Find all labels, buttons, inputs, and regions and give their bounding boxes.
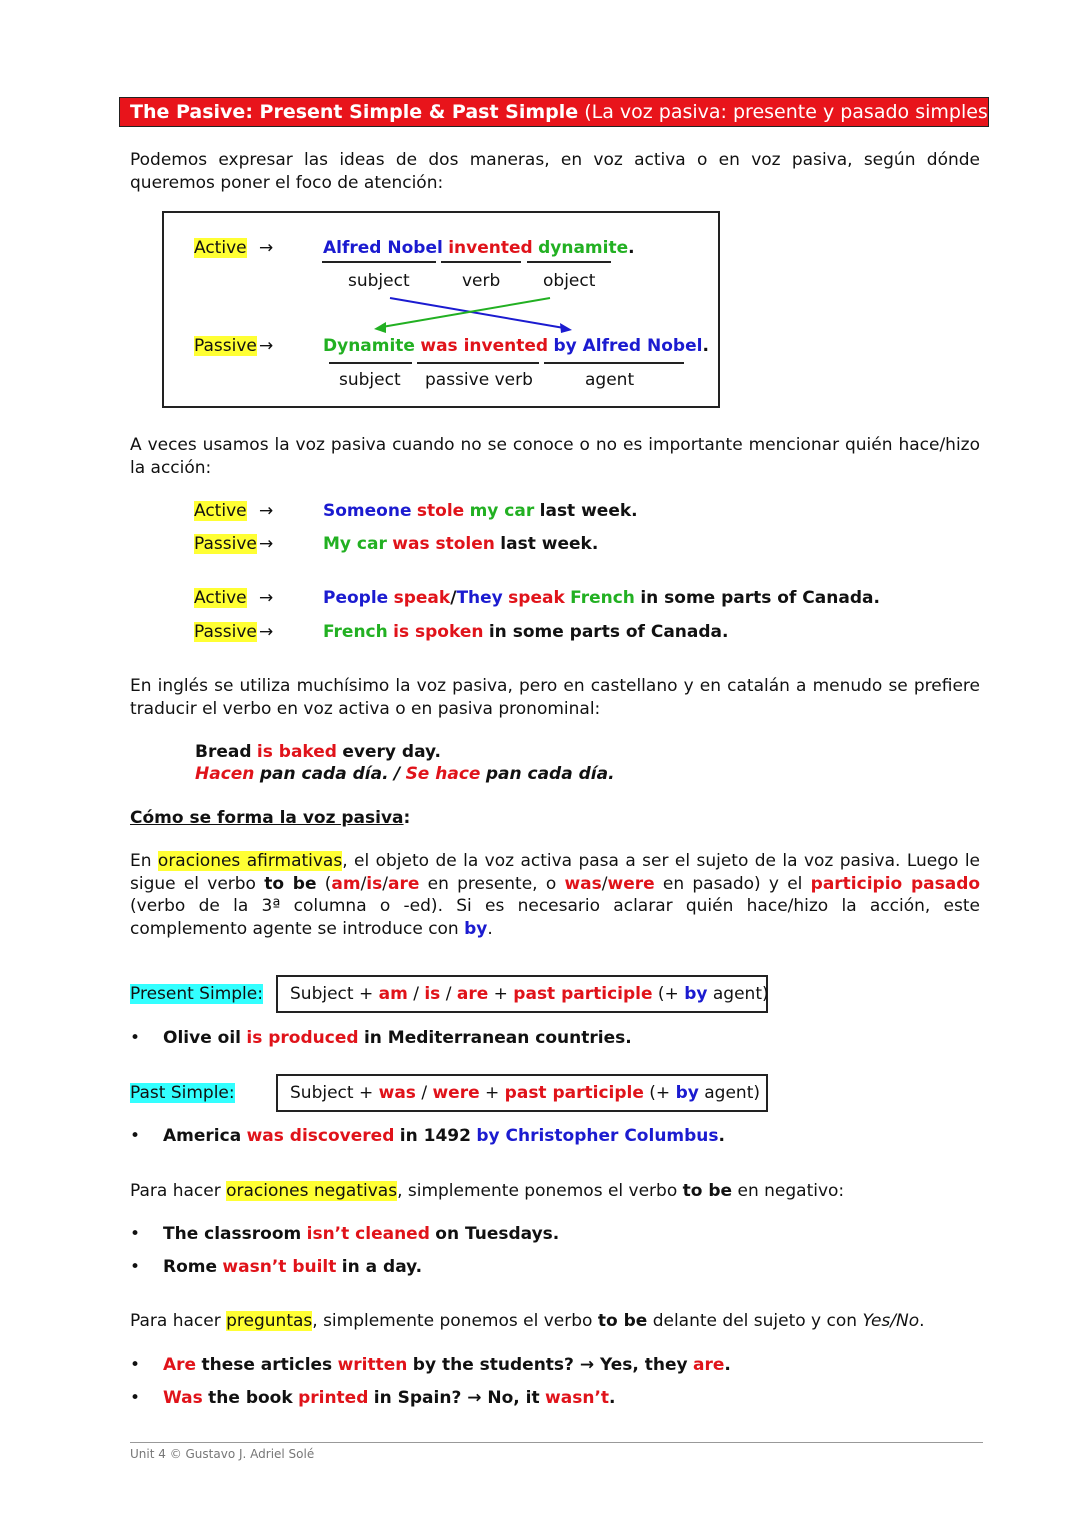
- bread-spanish: Hacen pan cada día. / Se hace pan cada día.: [195, 764, 615, 784]
- footer-divider: [130, 1442, 983, 1443]
- crossing-arrows-icon: [360, 290, 590, 340]
- ex1-passive-label: Passive: [194, 534, 257, 554]
- ex1-passive-sentence: My car was stolen last week.: [323, 534, 599, 554]
- bullet-icon: •: [130, 1126, 141, 1146]
- question-example-2: Was the book printed in Spain? → No, it wasn’t.: [163, 1388, 616, 1408]
- bullet-icon: •: [130, 1028, 141, 1048]
- underline-object: [527, 261, 611, 263]
- role-subject: subject: [348, 271, 410, 291]
- paragraph-translation: En inglés se utiliza muchísimo la voz pasiva, pero en castellano y en catalán a menudo se prefiere traducir el verbo en voz activa o en pasiva pronominal:: [130, 676, 980, 719]
- question-example-1: Are these articles written by the students? → Yes, they are.: [163, 1355, 731, 1375]
- underline-subject: [322, 261, 436, 263]
- present-simple-label: Present Simple:: [130, 984, 263, 1004]
- arrow-icon: →: [259, 238, 274, 258]
- title-bold: The Pasive: Present Simple & Past Simple: [130, 101, 579, 123]
- bread-english: Bread is baked every day.: [195, 742, 442, 762]
- section-heading-how: Cómo se forma la voz pasiva:: [130, 808, 411, 828]
- arrow-icon: →: [259, 336, 274, 356]
- paragraph-negatives: Para hacer oraciones negativas, simplemente ponemos el verbo to be en negativo:: [130, 1181, 845, 1201]
- present-example: Olive oil is produced in Mediterranean countries.: [163, 1028, 632, 1048]
- title-normal: (La voz pasiva: presente y pasado simples): [584, 101, 996, 123]
- diagram-active-label: Active: [194, 238, 247, 258]
- ex1-active-label: Active: [194, 501, 247, 521]
- ex2-passive-sentence: French is spoken in some parts of Canada.: [323, 622, 729, 642]
- bullet-icon: •: [130, 1257, 141, 1277]
- paragraph-unknown-agent: A veces usamos la voz pasiva cuando no se conoce o no es importante mencionar quién hace/hizo la acción:: [130, 435, 980, 478]
- role-verb: verb: [462, 271, 501, 291]
- neg-example-1: The classroom isn’t cleaned on Tuesdays.: [163, 1224, 560, 1244]
- past-simple-label: Past Simple:: [130, 1083, 235, 1103]
- role-p-verb: passive verb: [425, 370, 533, 390]
- bullet-icon: •: [130, 1224, 141, 1244]
- paragraph-questions: Para hacer preguntas, simplemente ponemos el verbo to be delante del sujeto y con Yes/No.: [130, 1311, 925, 1331]
- role-p-agent: agent: [585, 370, 635, 390]
- underline-verb: [441, 261, 521, 263]
- role-object: object: [543, 271, 596, 291]
- footer-text: Unit 4 © Gustavo J. Adriel Solé: [130, 1447, 315, 1461]
- ex2-passive-label: Passive: [194, 622, 257, 642]
- ex2-active-sentence: People speak/They speak French in some parts of Canada.: [323, 588, 880, 608]
- diagram-active-sentence: Alfred Nobel invented dynamite.: [323, 238, 635, 258]
- arrow-icon: →: [259, 501, 274, 521]
- underline-p-subject: [329, 362, 412, 364]
- arrow-icon: →: [259, 588, 274, 608]
- past-simple-formula: Subject + was / were + past participle (+ by agent): [276, 1074, 768, 1112]
- paragraph-how: En oraciones afirmativas, el objeto de la voz activa pasa a ser el sujeto de la voz pasiva. Luego le sigue el verbo to be (am/is/are en presente, o was/were en pasado) y el participio pasado (verbo de la 3ª columna o -ed). Si es necesario aclarar quién hace/hizo la acción, este complemento agente se introduce con by.: [130, 851, 981, 939]
- role-p-subject: subject: [339, 370, 401, 390]
- intro-paragraph: Podemos expresar las ideas de dos maneras, en voz activa o en voz pasiva, según dónde queremos poner el foco de atención:: [130, 150, 980, 193]
- underline-p-verb: [417, 362, 539, 364]
- past-example: America was discovered in 1492 by Christopher Columbus.: [163, 1126, 725, 1146]
- underline-p-agent: [544, 362, 684, 364]
- present-simple-formula: Subject + am / is / are + past participle (+ by agent): [276, 975, 768, 1013]
- page-title: [119, 97, 996, 127]
- arrow-icon: →: [259, 534, 274, 554]
- bullet-icon: •: [130, 1388, 141, 1408]
- diagram-passive-sentence: Dynamite was invented by Alfred Nobel.: [323, 336, 709, 356]
- bullet-icon: •: [130, 1355, 141, 1375]
- ex1-active-sentence: Someone stole my car last week.: [323, 501, 638, 521]
- diagram-passive-label: Passive: [194, 336, 257, 356]
- ex2-active-label: Active: [194, 588, 247, 608]
- neg-example-2: Rome wasn’t built in a day.: [163, 1257, 423, 1277]
- arrow-icon: →: [259, 622, 274, 642]
